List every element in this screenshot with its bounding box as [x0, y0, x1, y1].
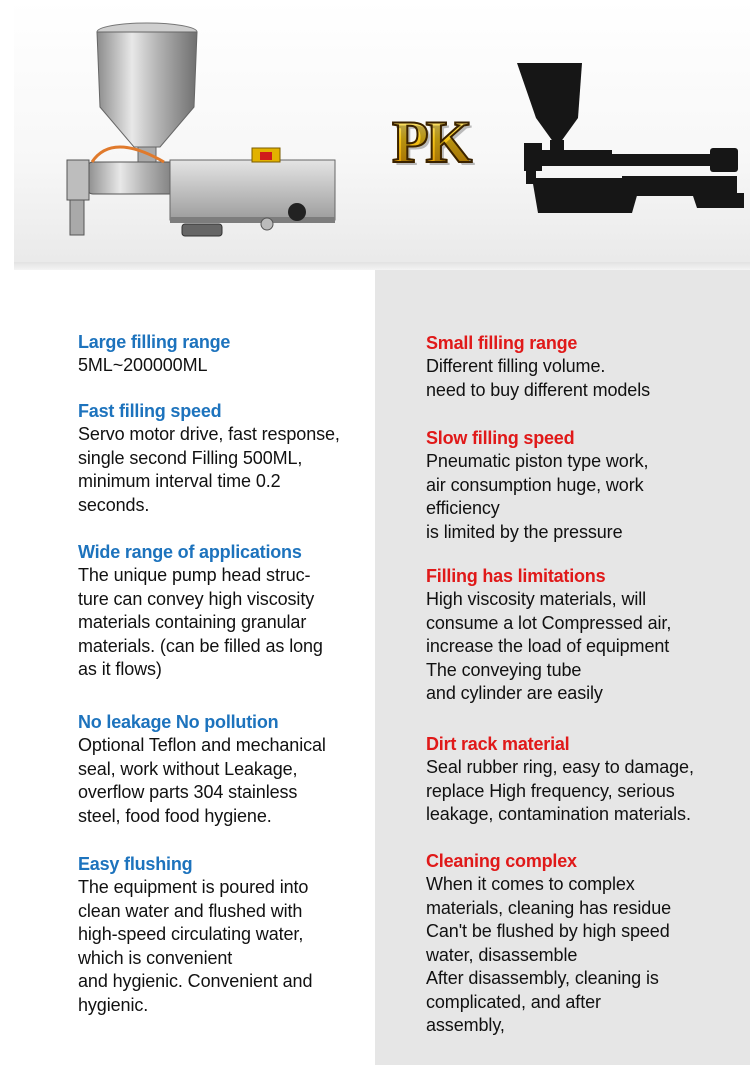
drawback-slow-filling-speed	[426, 427, 746, 544]
drawback-text: Seal rubber ring, easy to damage, replace High frequency, serious leakage, contamination materials.	[426, 757, 694, 824]
drawback-text: Pneumatic piston type work, air consumption huge, work efficiency is limited by the pressure	[426, 451, 649, 542]
drawback-small-filling-range	[426, 332, 746, 402]
feature-text: The equipment is poured into clean water and flushed with high-speed circulating water, which is convenient and hygienic. Convenient and hygienic.	[78, 877, 313, 1015]
drawback-cleaning-complex	[426, 850, 746, 1038]
feature-text: Servo motor drive, fast response, single second Filling 500ML, minimum interval time 0.2 seconds.	[78, 424, 340, 515]
drawback-heading: Slow filling speed	[426, 428, 575, 448]
feature-fast-filling-speed	[78, 400, 378, 517]
feature-wide-range-of-applications	[78, 541, 378, 682]
feature-heading: Large filling range	[78, 332, 231, 352]
feature-heading: No leakage No pollution	[78, 712, 279, 732]
hero-divider	[14, 262, 750, 270]
feature-text: Optional Teflon and mechanical seal, work without Leakage, overflow parts 304 stainless steel, food food hygiene.	[78, 735, 326, 826]
drawback-text: When it comes to complex materials, cleaning has residue Can't be flushed by high speed water, disassemble After disassembly, cleaning is complicated, and after assembly,	[426, 874, 672, 1035]
feature-large-filling-range	[78, 331, 378, 378]
feature-text: The unique pump head struc- ture can convey high viscosity materials containing granular materials. (can be filled as long as it flows)	[78, 565, 323, 679]
feature-easy-flushing	[78, 853, 378, 1017]
drawback-heading: Dirt rack material	[426, 734, 570, 754]
drawback-heading: Filling has limitations	[426, 566, 606, 586]
drawback-filling-limitations	[426, 565, 746, 706]
feature-text: 5ML~200000ML	[78, 355, 208, 375]
pk-versus-badge: PK	[392, 109, 470, 175]
drawback-text: Different filling volume. need to buy different models	[426, 356, 651, 400]
feature-no-leakage	[78, 711, 378, 828]
feature-heading: Fast filling speed	[78, 401, 222, 421]
feature-heading: Wide range of applications	[78, 542, 302, 562]
drawback-heading: Cleaning complex	[426, 851, 577, 871]
feature-heading: Easy flushing	[78, 854, 193, 874]
piston-pump-filling-machine-image	[52, 12, 352, 242]
drawback-text: High viscosity materials, will consume a lot Compressed air, increase the load of equipment The conveying tube and cylinder are easily	[426, 589, 672, 703]
drawback-heading: Small filling range	[426, 333, 578, 353]
pneumatic-filling-machine-silhouette	[512, 58, 747, 218]
drawback-dirt-rack-material	[426, 733, 746, 827]
